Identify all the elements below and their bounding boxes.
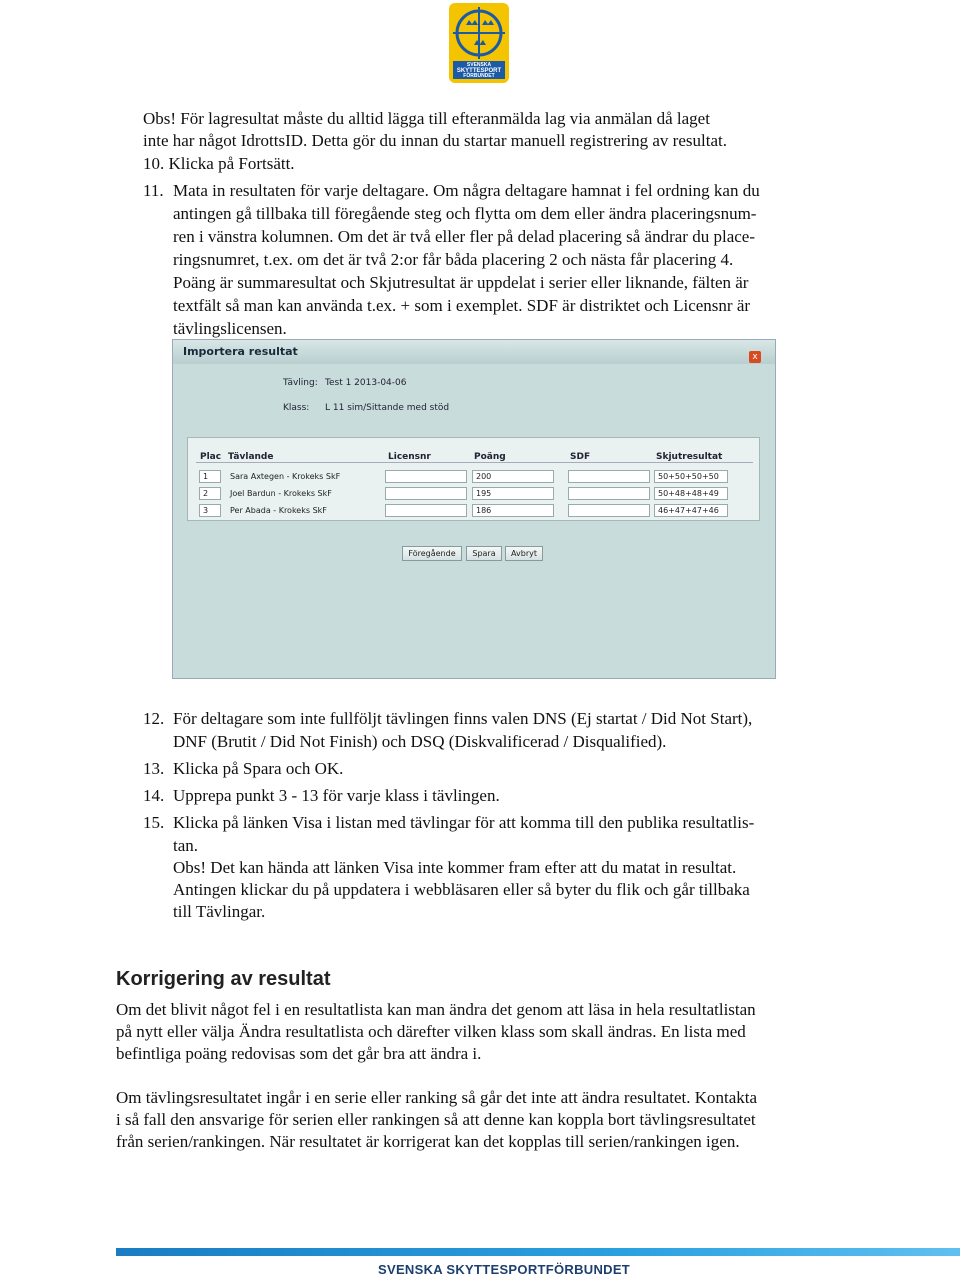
step-13-number: 13. [143,759,165,778]
row3-name: Per Abada - Krokeks SkF [230,506,327,515]
dialog-title: Importera resultat [173,340,775,364]
step-12-number: 12. [143,709,165,728]
para1-line-2: på nytt eller välja Ändra resultatlista och därefter vilken klass som skall ändras. En lista med [116,1022,746,1041]
para2-line-2: i så fall den ansvarige för serien eller rankingen så att denne kan koppla bort tävlingsresultatet [116,1110,756,1129]
step-14-number: 14. [143,786,165,805]
row3-licensnr-input[interactable] [385,504,467,517]
header-divider [196,462,753,463]
step-15-line-5: till Tävlingar. [173,902,266,921]
row1-sdf-input[interactable] [568,470,650,483]
logo-line3: FÖRBUNDET [463,73,495,79]
col-plac: Plac [200,452,222,462]
step-11-line-1: Mata in resultaten för varje deltagare. Om några deltagare hamnat i fel ordning kan du [173,181,760,200]
para2-line-3: från serien/rankingen. När resultatet är korrigerat kan det kopplas till serien/rankingen igen. [116,1132,740,1151]
para1-line-3: befintliga poäng redovisas som det går bra att ändra i. [116,1044,482,1063]
col-tavlande: Tävlande [228,452,274,462]
klass-label: Klass: [283,403,310,413]
tavling-value: Test 1 2013-04-06 [325,378,407,388]
row1-skjut-input[interactable]: 50+50+50+50 [654,470,728,483]
step-11-line-5: Poäng är summaresultat och Skjutresultat är uppdelat i serier eller liknande, fälten är [173,273,749,292]
step-15-number: 15. [143,813,165,832]
row1-plac-input[interactable]: 1 [199,470,221,483]
para1-line-1: Om det blivit något fel i en resultatlista kan man ändra det genom att läsa in hela resultatlistan [116,1000,756,1019]
save-button[interactable]: Spara [466,546,502,561]
row1-licensnr-input[interactable] [385,470,467,483]
footer-text: SVENSKA SKYTTESPORTFÖRBUNDET [378,1262,631,1277]
logo-line1: SVENSKA [466,62,492,68]
ssf-logo [449,3,509,83]
row3-poang-input[interactable]: 186 [472,504,554,517]
row1-name: Sara Axtegen - Krokeks SkF [230,472,341,481]
footer-bar [116,1248,960,1256]
logo-line2: SKYTTESPORT [456,68,502,74]
row2-licensnr-input[interactable] [385,487,467,500]
import-results-dialog [172,339,776,679]
row1-poang-input[interactable]: 200 [472,470,554,483]
cancel-button[interactable]: Avbryt [505,546,543,561]
obs-line-1: Obs! För lagresultat måste du alltid lägga till efteranmälda lag via anmälan då laget [143,109,710,128]
close-icon[interactable]: x [749,351,761,363]
step-10: 10. Klicka på Fortsätt. [143,154,295,173]
row3-plac-input[interactable]: 3 [199,504,221,517]
step-11-line-4: ringsnumret, t.ex. om det är två 2:or får båda placering 2 och nästa får placering 4. [173,250,734,269]
step-15-line-2: tan. [173,836,199,855]
row2-name: Joel Bardun - Krokeks SkF [230,489,332,498]
col-skjutresultat: Skjutresultat [656,452,723,462]
klass-value: L 11 sim/Sittande med stöd [325,403,450,413]
step-15-line-1: Klicka på länken Visa i listan med tävlingar för att komma till den publika resultatlis- [173,813,755,832]
step-15-line-4: Antingen klickar du på uppdatera i webbläsaren eller så byter du flik och går tillbaka [173,880,750,899]
row2-plac-input[interactable]: 2 [199,487,221,500]
para2-line-1: Om tävlingsresultatet ingår i en serie eller ranking så går det inte att ändra resultatet. Kontakta [116,1088,758,1107]
step-11-line-3: ren i vänstra kolumnen. Om det är två eller fler på delad placering så ändrar du place- [173,227,755,246]
step-11-line-6: textfält så man kan använda t.ex. + som i exemplet. SDF är distriktet och Licensnr är [173,296,751,315]
step-14: Upprepa punkt 3 - 13 för varje klass i tävlingen. [173,786,500,805]
step-12-line-2: DNF (Brutit / Did Not Finish) och DSQ (Diskvalificerad / Disqualified). [173,732,667,751]
results-grid [187,437,760,521]
row3-skjut-input[interactable]: 46+47+47+46 [654,504,728,517]
step-11-line-2: antingen gå tillbaka till föregående steg och flytta om dem eller ändra placeringsnum- [173,204,757,223]
tavling-label: Tävling: [283,378,318,388]
step-12-line-1: För deltagare som inte fullföljt tävlingen finns valen DNS (Ej startat / Did Not Start), [173,709,753,728]
row3-sdf-input[interactable] [568,504,650,517]
col-sdf: SDF [570,452,591,462]
previous-button[interactable]: Föregående [402,546,462,561]
step-15-line-3: Obs! Det kan hända att länken Visa inte kommer fram efter att du matat in resultat. [173,858,737,877]
row2-skjut-input[interactable]: 50+48+48+49 [654,487,728,500]
col-licensnr: Licensnr [388,452,431,462]
step-13: Klicka på Spara och OK. [173,759,344,778]
row2-poang-input[interactable]: 195 [472,487,554,500]
col-poang: Poäng [474,452,506,462]
row2-sdf-input[interactable] [568,487,650,500]
section-heading: Korrigering av resultat [116,968,331,990]
obs-line-2: inte har något IdrottsID. Detta gör du innan du startar manuell registrering av resultat. [143,131,727,150]
step-11-number: 11. [143,181,164,200]
step-11-line-7: tävlingslicensen. [173,319,287,338]
